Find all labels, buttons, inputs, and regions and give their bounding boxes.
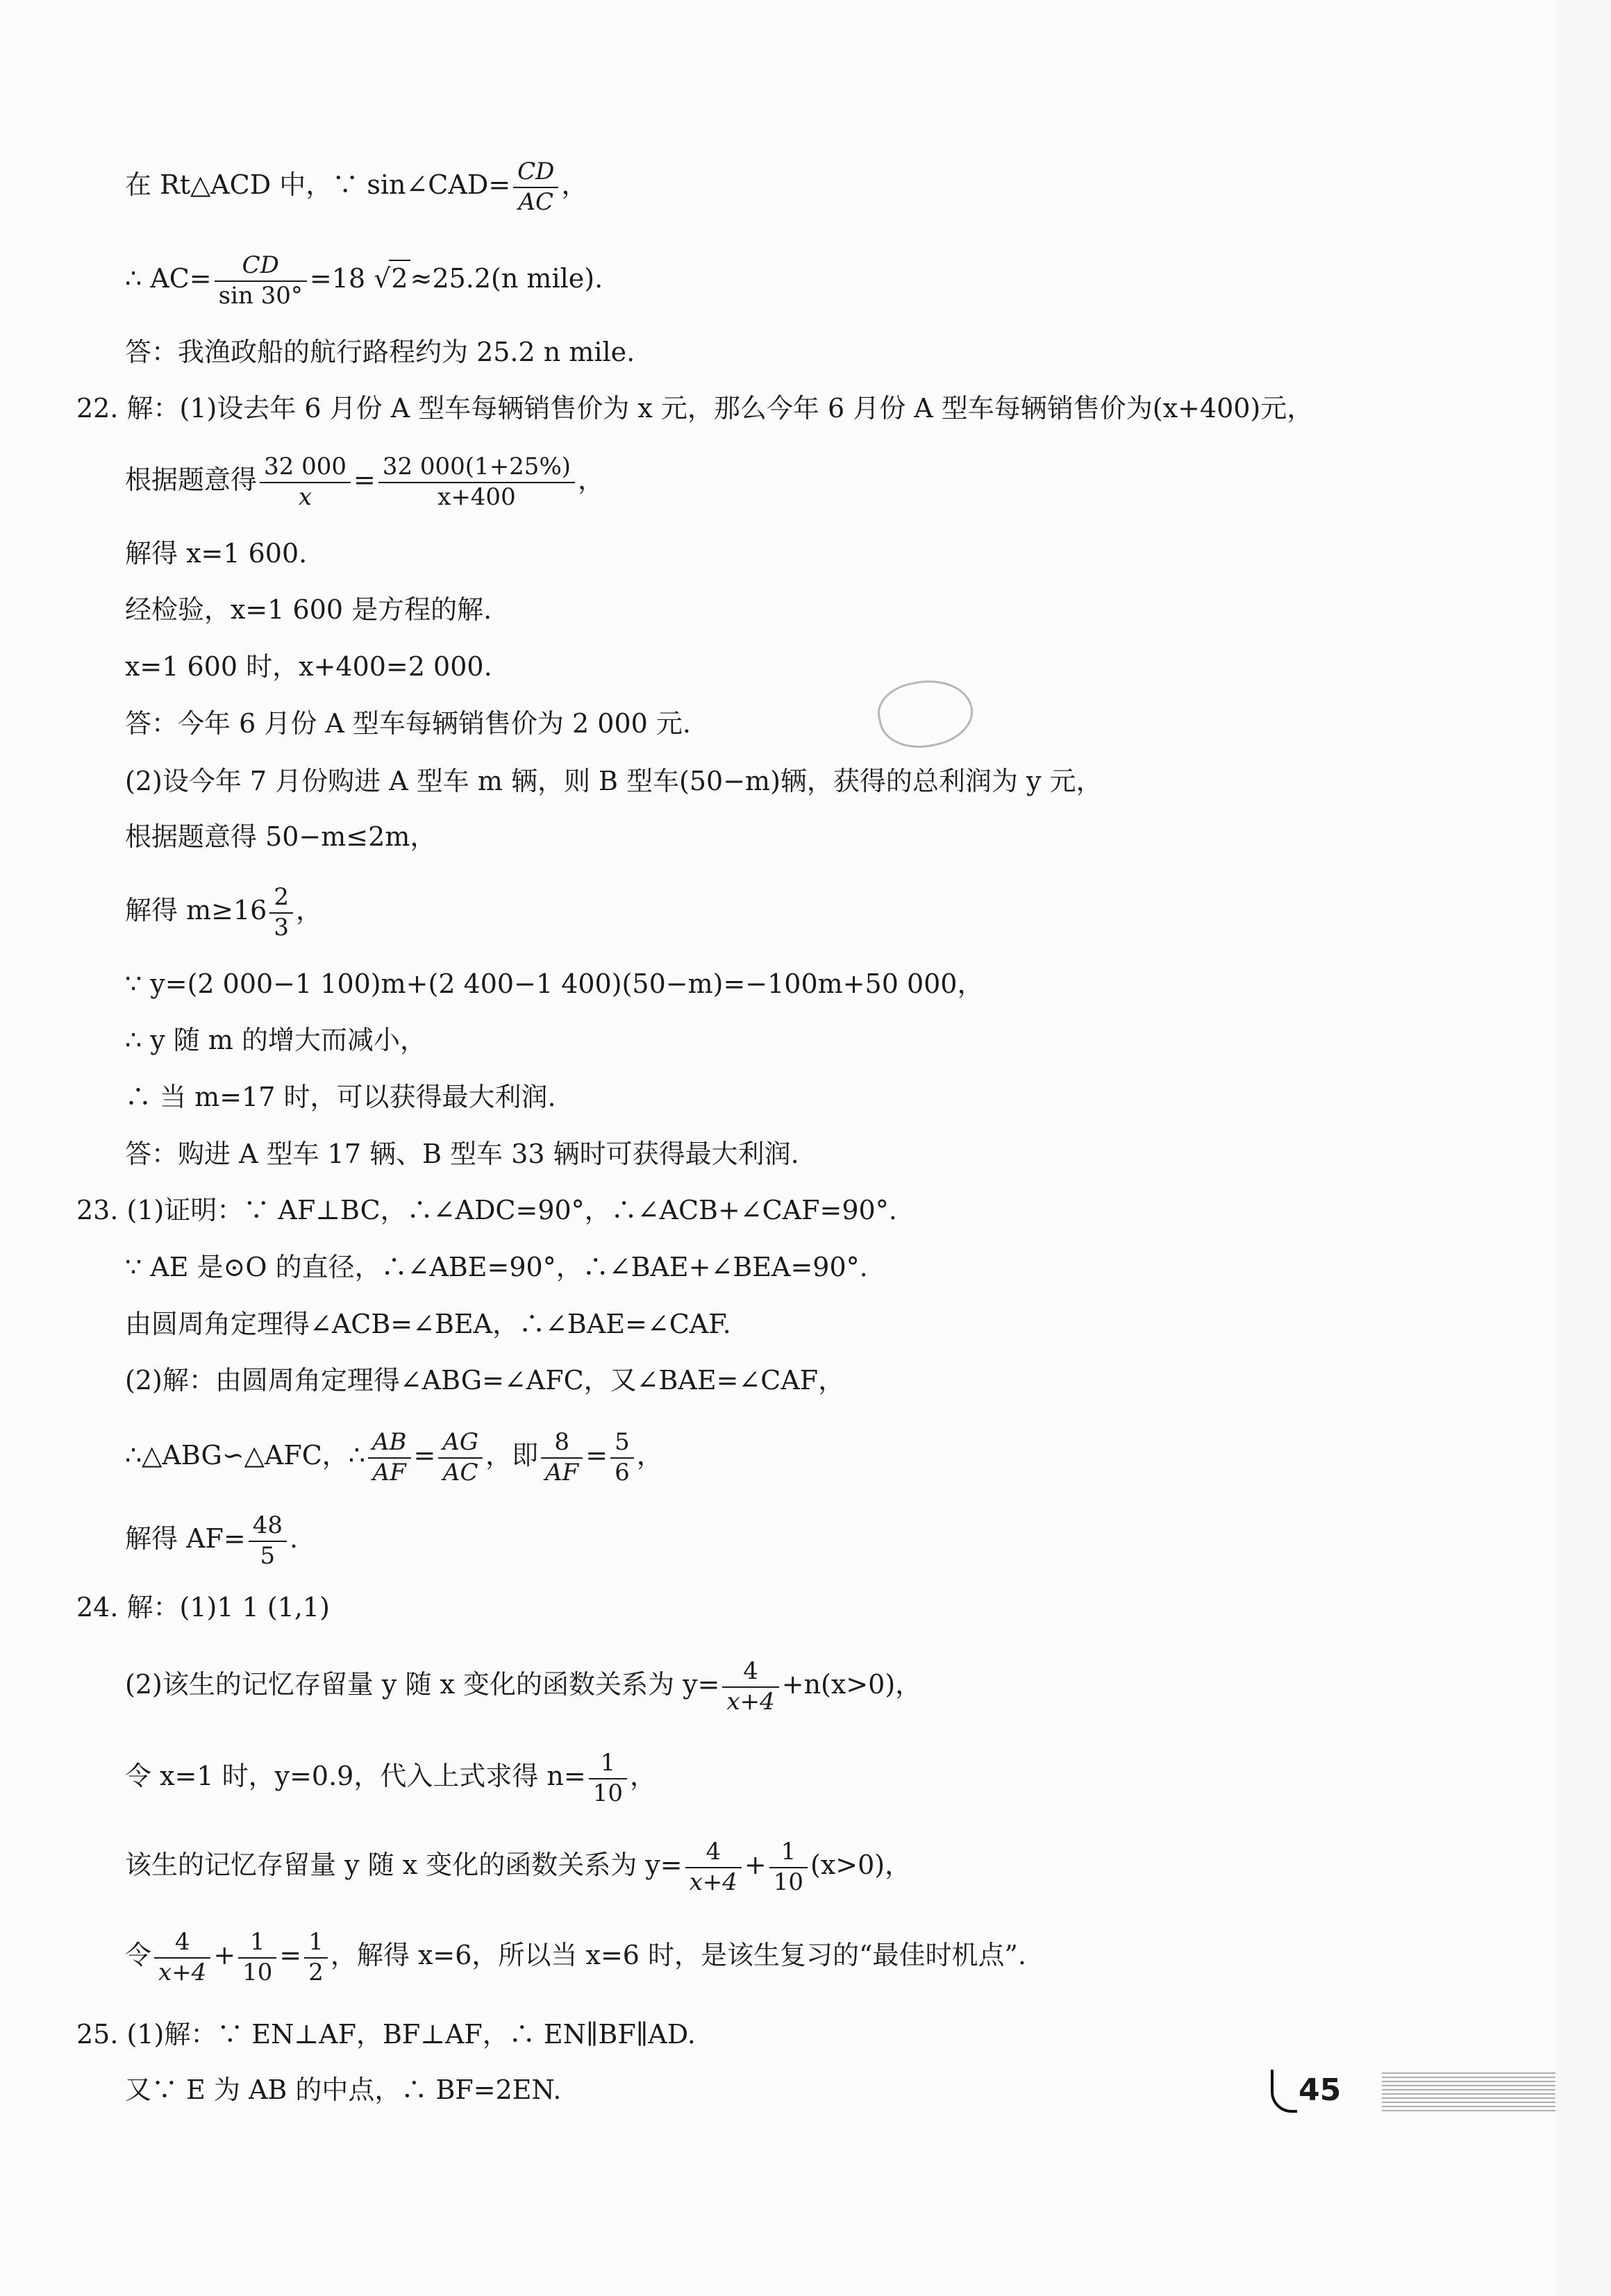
text-line: x=1 600 时，x+400=2 000. <box>125 651 492 682</box>
fraction: $\frac{4}{x+4}$ <box>154 1930 210 1985</box>
fraction: $\frac{AB}{AF}$ <box>368 1430 411 1485</box>
page-number-decoration <box>1382 2072 1555 2114</box>
fraction: $\frac{4}{x+4}$ <box>685 1840 742 1895</box>
text-line: 经检验，x=1 600 是方程的解. <box>125 594 492 625</box>
text-line: ∴ AC= $\frac{CD}{\sin 30^\circ}$ =18 √2≈25.2(n mile). <box>125 251 603 310</box>
fraction: $\frac{CD}{AC}$ <box>513 160 558 215</box>
text-line: ∴ 当 m=17 时，可以获得最大利润. <box>125 1082 556 1112</box>
text-line: 该生的记忆存留量 y 随 x 变化的函数关系为 y= $\frac{4}{x+4}$ + $\frac{1}{10}$ (x>0)， <box>125 1838 912 1896</box>
watermark-stamp <box>873 671 979 756</box>
text-line: ∵ y=(2 000−1 100)m+(2 400−1 400)(50−m)=−100m+50 000， <box>125 969 984 999</box>
fraction: $\frac{CD}{\sin 30^\circ}$ <box>215 253 307 308</box>
fraction: $\frac{1}{10}$ <box>589 1751 627 1806</box>
page-number-bracket <box>1271 2070 1297 2113</box>
text-line: (2)解：由圆周角定理得∠ABG=∠AFC，又∠BAE=∠CAF， <box>125 1365 845 1396</box>
fraction: $\frac{8}{AF}$ <box>541 1430 583 1485</box>
fraction: $\frac{5}{6}$ <box>610 1430 634 1485</box>
fraction: $\frac{1}{10}$ <box>238 1930 276 1985</box>
text-line: 解得 m≥16 $\frac{2}{3}$ ， <box>125 883 322 941</box>
text-line: 根据题意得 $\frac{32 000}{x}$ = $\frac{32 000(1+25\%)}{x+400}$ ， <box>125 453 605 511</box>
text-line: 令 $\frac{4}{x+4}$ + $\frac{1}{10}$ = $\frac{1}{2}$ ，解得 x=6，所以当 x=6 时，是该生复习的“最佳时机点”. <box>125 1928 1026 1986</box>
text-line: 答：购进 A 型车 17 辆、B 型车 33 辆时可获得最大利润. <box>125 1139 799 1169</box>
fraction: $\frac{AG}{AC}$ <box>438 1430 483 1485</box>
text-line: 由圆周角定理得∠ACB=∠BEA，∴∠BAE=∠CAF. <box>125 1309 731 1339</box>
text-line: 解得 AF= $\frac{48}{5}$ . <box>125 1511 299 1570</box>
page-number-label: 45 <box>1299 2072 1342 2108</box>
text-line: ∴△ABG∽△AFC，∴ $\frac{AB}{AF}$ = $\frac{AG}{AC}$ ，即 $\frac{8}{AF}$ = $\frac{5}{6}$ ， <box>125 1428 663 1486</box>
question-24: 24. 解：(1)1 1 (1,1) <box>76 1592 330 1623</box>
fraction: $\frac{48}{5}$ <box>249 1514 287 1568</box>
text-line: 答：今年 6 月份 A 型车每辆销售价为 2 000 元. <box>125 708 691 739</box>
fraction: $\frac{1}{10}$ <box>769 1840 808 1895</box>
text-line: ∴ y 随 m 的增大而减小， <box>125 1025 426 1055</box>
question-22: 22. 解：(1)设去年 6 月份 A 型车每辆销售价为 x 元，那么今年 6 月份 A 型车每辆销售价为(x+400)元， <box>76 393 1314 424</box>
question-23: 23. (1)证明：∵ AF⊥BC，∴∠ADC=90°，∴∠ACB+∠CAF=90°. <box>76 1195 897 1225</box>
fraction: $\frac{32 000}{x}$ <box>260 455 351 510</box>
text-line: (2)该生的记忆存留量 y 随 x 变化的函数关系为 y= $\frac{4}{x+4}$ +n(x>0)， <box>125 1657 922 1716</box>
text-line: ∵ AE 是⊙O 的直径，∴∠ABE=90°，∴∠BAE+∠BEA=90°. <box>125 1252 868 1282</box>
text-line: 在 Rt△ACD 中，∵ sin∠CAD= $\frac{CD}{AC}$ ， <box>125 158 588 216</box>
fraction: $\frac{2}{3}$ <box>269 885 293 940</box>
fraction: $\frac{4}{x+4}$ <box>722 1659 778 1714</box>
fraction: $\frac{32 000(1+25\%)}{x+400}$ <box>378 455 575 510</box>
text-line: 解得 x=1 600. <box>125 538 308 569</box>
question-25: 25. (1)解：∵ EN⊥AF，BF⊥AF，∴ EN∥BF∥AD. <box>76 2019 696 2050</box>
text-line: 答：我渔政船的航行路程约为 25.2 n mile. <box>125 337 635 367</box>
fraction: $\frac{1}{2}$ <box>304 1930 328 1985</box>
text-line: (2)设今年 7 月份购进 A 型车 m 辆，则 B 型车(50−m)辆，获得的总利润为 y 元， <box>125 766 1103 796</box>
text-line: 令 x=1 时，y=0.9，代入上式求得 n= $\frac{1}{10}$ ， <box>125 1749 657 1807</box>
text-line: 根据题意得 50−m≤2m， <box>125 821 437 852</box>
page-number <box>1271 2065 1375 2114</box>
text-line: 又∵ E 为 AB 的中点，∴ BF=2EN. <box>125 2075 562 2105</box>
